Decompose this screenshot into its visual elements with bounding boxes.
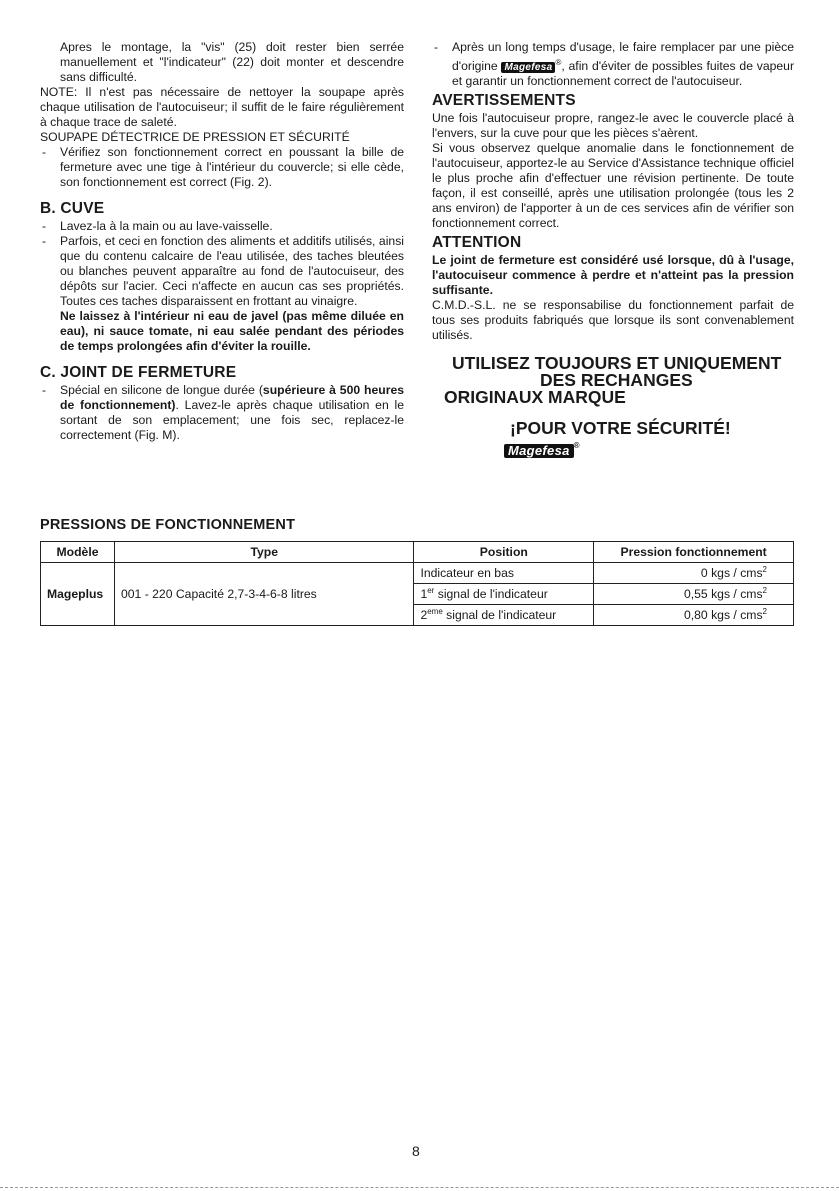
right-column	[432, 40, 794, 458]
section-b-warning: Ne laissez à l'intérieur ni eau de javel (pas même diluée en eau), ni sauce tomate, ni eau salée pendant des périodes de temps prolongées afin d'éviter la rouille.	[60, 309, 404, 353]
pressure-cell	[594, 584, 794, 605]
replacement-text-b: , afin d'éviter de possibles fuites de vapeur et garantir un fonctionnement correct de l'autocuiseur.	[452, 59, 795, 89]
position-ordinal: er	[427, 586, 435, 596]
replacement-paragraph	[432, 40, 794, 89]
header-model: Modèle	[41, 542, 115, 563]
section-c-text-bold: supérieure à 500 heures de fonctionnement)	[60, 383, 404, 412]
pressure-cell	[594, 563, 794, 584]
header-pressure: Pression fonctionnement	[594, 542, 794, 563]
pressure-unit-sup: 2	[762, 565, 767, 575]
registered-mark-large: ®	[573, 441, 580, 451]
pressure-unit-sup: 2	[762, 586, 767, 596]
position-text: Indicateur en bas	[420, 566, 514, 580]
assembly-paragraph: Apres le montage, la "vis" (25) doit rester bien serrée manuellement et "l'indicateur" (22) doit monter et descendre sans difficulté.	[60, 40, 404, 84]
callout-line-3: ORIGINAUX MARQUE	[444, 387, 626, 408]
pressure-unit-sup: 2	[762, 607, 767, 617]
pressure-value: 0,80 kgs / cms	[683, 608, 763, 623]
pressure-value: 0 kgs / cms	[700, 566, 763, 581]
position-number: 2	[420, 608, 428, 623]
callout-safety-text: ¡POUR VOTRE SÉCURITÉ!	[510, 418, 731, 439]
pressure-cell	[594, 605, 794, 626]
left-column	[40, 40, 404, 443]
page-number: 8	[412, 1143, 420, 1159]
header-position: Position	[414, 542, 594, 563]
attention-heading: ATTENTION	[432, 234, 522, 252]
section-c-text-b: . Lavez-le après chaque utilisation en le sortant de son emplacement; une fois sec, replacez-le correctement (Fig. M).	[60, 398, 404, 442]
replacement-text-a: Après un long temps d'usage, le faire remplacer par une pièce d'origine	[452, 40, 794, 74]
section-c-paragraph	[40, 383, 404, 443]
header-type: Type	[114, 542, 413, 563]
callout-line-4	[432, 420, 794, 458]
table-header-row	[41, 542, 794, 563]
model-cell: Mageplus	[41, 563, 115, 626]
position-cell	[414, 584, 594, 605]
note-paragraph: NOTE: Il n'est pas nécessaire de nettoyer la soupape après chaque utilisation de l'autocuiseur; il suffit de le faire régulièrement à chaque trace de saleté.	[40, 85, 404, 129]
section-c-text-a: Spécial en silicone de longue durée (	[60, 383, 263, 397]
valve-paragraph: - Vérifiez son fonctionnement correct en poussant la bille de fermeture avec une tige à l'intérieur du couvercle; si elle cède, son fonctionnement est correct (Fig. 2).	[40, 145, 404, 190]
attention-bold-paragraph: Le joint de fermeture est considéré usé lorsque, dû à l'usage, l'autocuiseur commence à perdre et n'atteint pas la pression suffisante.	[432, 253, 794, 298]
section-c-heading: C. JOINT DE FERMETURE	[40, 364, 237, 381]
type-cell: 001 - 220 Capacité 2,7-3-4-6-8 litres	[114, 563, 413, 626]
position-text: signal de l'indicateur	[434, 587, 548, 602]
callout-line-1: UTILISEZ TOUJOURS ET UNIQUEMENT	[452, 353, 782, 374]
registered-mark: ®	[555, 58, 562, 67]
section-b-heading: B. CUVE	[40, 200, 105, 217]
genuine-parts-callout	[432, 355, 794, 458]
position-cell	[414, 563, 594, 584]
table-title: PRESSIONS DE FONCTIONNEMENT	[40, 517, 296, 533]
section-b-item-1: - Lavez-la à la main ou au lave-vaisselle.	[40, 219, 404, 234]
position-cell	[414, 605, 594, 626]
valve-heading: SOUPAPE DÉTECTRICE DE PRESSION ET SÉCURITÉ	[40, 130, 350, 144]
warnings-paragraph-1: Une fois l'autocuiseur propre, rangez-le avec le couvercle placé à l'envers, sur la cuve pour que les pièces s'aèrent.	[432, 111, 794, 141]
position-text: signal de l'indicateur	[442, 608, 557, 623]
section-b-item-2: - Parfois, et ceci en fonction des aliments et additifs utilisés, ainsi que du contenu calcaire de l'eau utilisée, des taches bleutées ou blanches peuvent apparaître au fond de l'autocuiseur, des dépôts sur l'acier. Ceci n'affecte en aucun cas ses propriétés. Toutes ces taches disparaissent en frottant au vinaigre.	[40, 234, 404, 309]
warnings-heading: AVERTISSEMENTS	[432, 92, 576, 110]
position-number: 1	[420, 587, 428, 602]
position-ordinal: eme	[427, 607, 443, 617]
table-row	[41, 563, 794, 584]
pressure-table	[40, 541, 794, 626]
pressure-value: 0,55 kgs / cms	[683, 587, 763, 602]
footer-rule	[0, 1187, 839, 1188]
callout-line-2: DES RECHANGES	[540, 370, 693, 391]
magefesa-logo-large: Magefesa	[504, 444, 574, 458]
magefesa-logo: Magefesa	[501, 62, 555, 73]
warnings-paragraph-2: Si vous observez quelque anomalie dans le fonctionnement de l'autocuiseur, apportez-le au Service d'Assistance technique officiel le plus proche afin d'effectuer une révision pertinente. De toute façon, il est conseillé, après une utilisation prolongée (tous les 2 ans environ) de l'apporter à un de ces services afin de vérifier son fonctionnement correct.	[432, 141, 794, 231]
attention-paragraph: C.M.D.-S.L. ne se responsabilise du fonctionnement parfait de tous ses produits fabriqués que lorsque ils sont convenablement utilisés.	[432, 298, 794, 343]
